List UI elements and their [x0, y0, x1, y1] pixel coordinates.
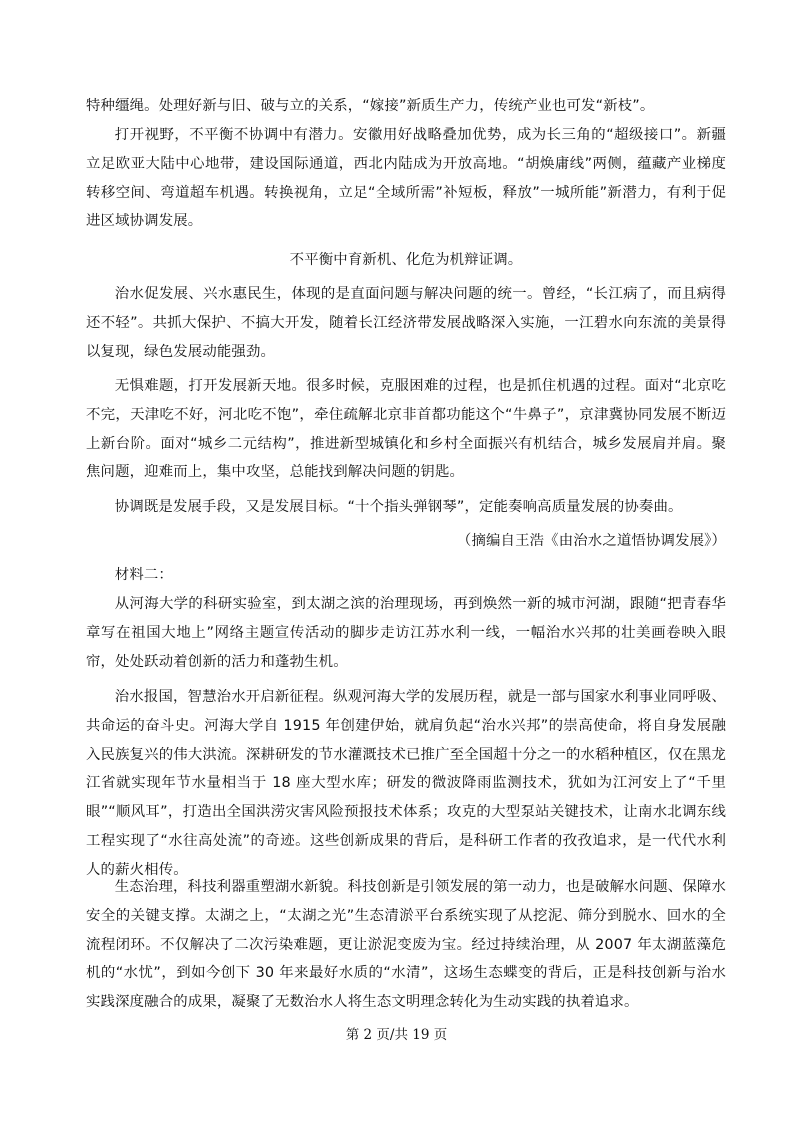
paragraph-hohai-visit: 从河海大学的科研实验室，到太湖之滨的治理现场，再到焕然一新的城市河湖，跟随“把青春华章写在祖国大地上”网络主题宣传活动的脚步走访江苏水利一线，一幅治水兴邦的壮美画卷映入眼帘，处处跃动着创新的活力和蓬勃生机。 [86, 596, 726, 670]
paragraph-water-governance: 治水促发展、兴水惠民生，体现的是直面问题与解决问题的统一。曾经，“长江病了，而且病得还不轻”。共抓大保护、不搞大开发，随着长江经济带发展战略深入实施，一江碧水向东流的美景得以复现，绿色发展动能强劲。 [86, 286, 726, 360]
material-two-label: 材料二： [114, 567, 173, 583]
paragraph-open-vision: 打开视野，不平衡不协调中有潜力。安徽用好战略叠加优势，成为长三角的“超级接口”。新疆立足欧亚大陆中心地带，建设国际通道，西北内陆成为开放高地。“胡焕庸线”两侧，蕴藏产业梯度转移空间、弯道超车机遇。转换视角，立足“全域所需”补短板，释放”一城所能”新潜力，有利于促进区域协调发展。 [86, 127, 726, 230]
section-subheading: 不平衡中育新机、化危为机辩证调。 [289, 252, 523, 268]
paragraph-fearless-challenges: 无惧难题，打开发展新天地。很多时候，克服困难的过程，也是抓住机遇的过程。面对“北京吃不完，天津吃不好，河北吃不饱”，牵住疏解北京非首都功能这个“牛鼻子”，京津冀协同发展不断迈上新台阶。面对“城乡二元结构”，推进新型城镇化和乡村全面振兴有机结合，城乡发展肩并肩。聚焦问题，迎难而上，集中攻坚，总能找到解决问题的钥匙。 [86, 378, 726, 481]
paragraph-ecological-governance: 生态治理，科技利器重塑湖水新貌。科技创新是引领发展的第一动力，也是破解水问题、保障水安全的关键支撑。太湖之上，“太湖之光”生态清淤平台系统实现了从挖泥、筛分到脱水、回水的全流程闭环。不仅解决了二次污染难题，更让淤泥变废为宝。经过持续治理，从 2007 年太湖蓝藻危机的“水忧”，到如今创下 30 年来最好水质的“水清”，这场生态蝶变的背后，正是科技创新与治水实践深度融合的成果，凝聚了无数治水人将生态文明理念转化为生动实践的执着追求。 [86, 879, 726, 1011]
paragraph-coordination: 协调既是发展手段，又是发展目标。“十个指头弹钢琴”，定能奏响高质量发展的协奏曲。 [114, 499, 683, 515]
paragraph-water-for-nation: 治水报国，智慧治水开启新征程。纵观河海大学的发展历程，就是一部与国家水利事业同呼吸、共命运的奋斗史。河海大学自 1915 年创建伊始，就肩负起“治水兴邦”的崇高使命，将自身发展融入民族复兴的伟大洪流。深耕研发的节水灌溉技术已推广至全国超十分之一的水稻种植区，仅在黑龙江省就实现年节水量相当于 18 座大型水库；研发的微波降雨监测技术，犹如为江河安上了“千里眼”“顺风耳”，打造出全国洪涝灾害风险预报技术体系；攻克的大型泵站关键技术，让南水北调东线工程实现了“水往高处流”的奇迹。这些创新成果的背后，是科研工作者的孜孜追求，是一代代水利人的薪火相传。 [86, 689, 726, 878]
source-citation: （摘编自王浩《由治水之道悟协调发展》） [456, 533, 726, 549]
paragraph-continuation: 特种缰绳。处理好新与旧、破与立的关系，“嫁接”新质生产力，传统产业也可发“新枝”。 [86, 98, 655, 114]
page-footer: 第 2 页/共 19 页 [345, 1027, 448, 1043]
